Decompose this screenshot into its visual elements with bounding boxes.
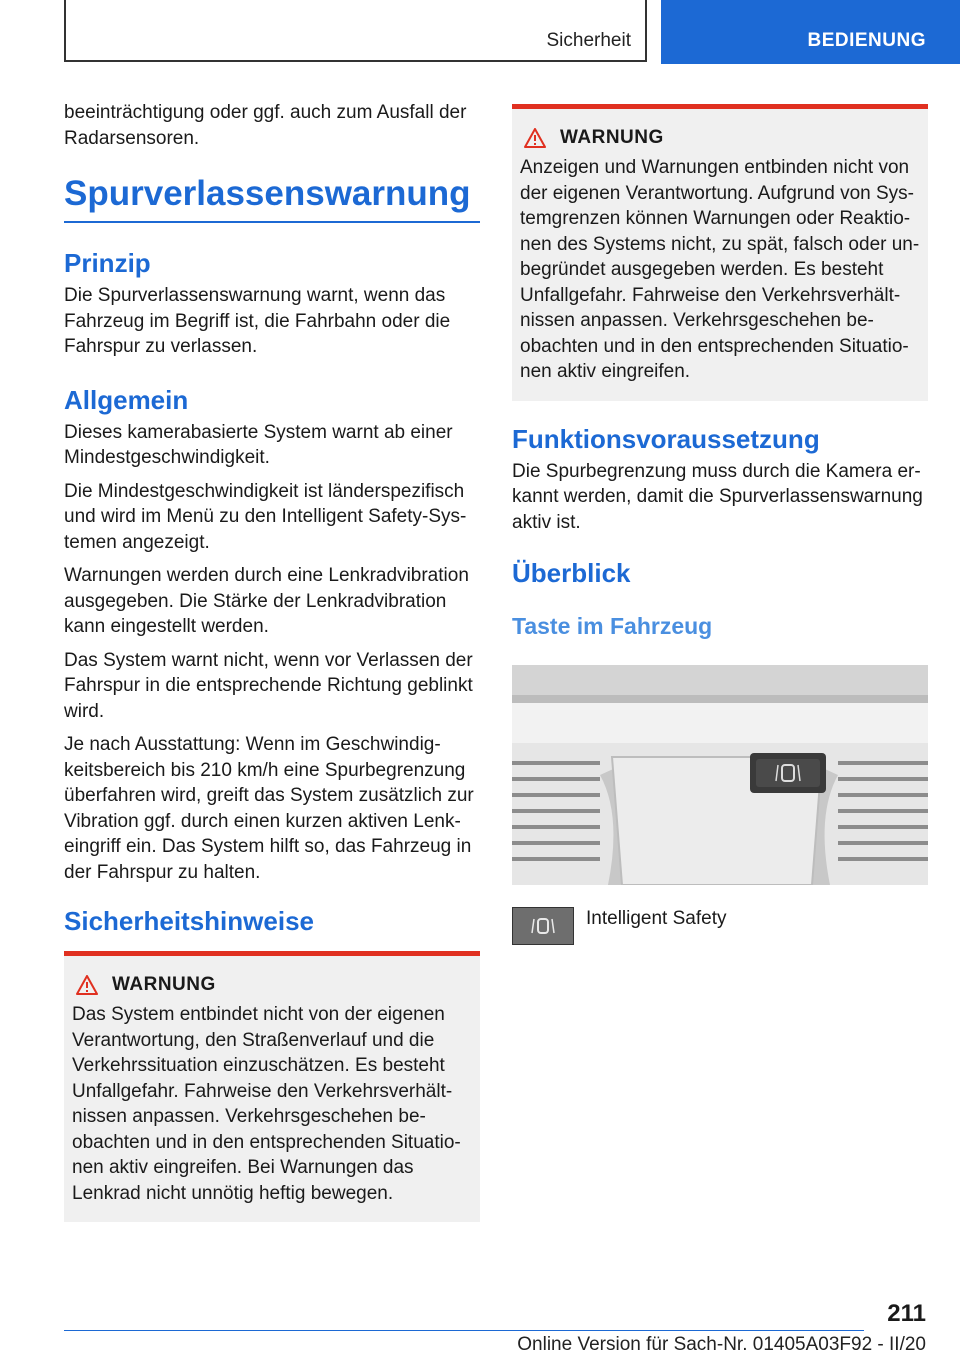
left-column bbox=[64, 100, 480, 1222]
header-section-title: Sicherheit bbox=[546, 30, 631, 51]
right-column bbox=[512, 100, 928, 945]
paragraph-allgemein-4: Das System warnt nicht, wenn vor Verlassen der Fahrspur in die entsprechende Richtung geblinkt wird. bbox=[64, 649, 473, 722]
paragraph-prinzip: Die Spurverlassenswarnung warnt, wenn das Fahrzeug im Begriff ist, die Fahrbahn oder die Fahrspur zu verlassen. bbox=[64, 285, 451, 357]
intelligent-safety-icon bbox=[512, 907, 574, 945]
warning-title: WARNUNG bbox=[112, 974, 216, 995]
warning-text: Das System entbindet nicht von der eigenen Verantwortung, den Straßenverlauf und die Verkehrssituation einzuschätzen. Es besteht Unfallgefahr. Fahrweise den Verkehrsverhältnissen anpassen. Verkehrsgeschehen beobachten und in den entsprechenden Situationen aktiv eingreifen. Bei Warnungen das Lenkrad nicht unnötig heftig bewegen. bbox=[72, 1004, 461, 1204]
heading-funktionsvoraussetzung: Funktionsvoraussetzung bbox=[512, 423, 820, 454]
heading-ueberblick: Überblick bbox=[512, 558, 631, 588]
warning-triangle-icon bbox=[524, 128, 546, 148]
page-title: Spurverlassenswarnung bbox=[64, 171, 480, 223]
warning-box-left bbox=[64, 951, 480, 1222]
header-section-box bbox=[64, 0, 647, 62]
caption-row bbox=[512, 907, 928, 945]
warning-box-right bbox=[512, 104, 928, 401]
paragraph-allgemein-3: Warnungen werden durch eine Lenkradvibration ausgegeben. Die Stärke der Lenkradvibration kann eingestellt werden. bbox=[64, 565, 469, 637]
paragraph-allgemein-1: Dieses kamerabasierte System warnt ab einer Mindestgeschwindigkeit. bbox=[64, 421, 453, 468]
footer-divider bbox=[64, 1330, 864, 1331]
heading-prinzip: Prinzip bbox=[64, 248, 151, 278]
caption-text: Intelligent Safety bbox=[586, 908, 727, 929]
paragraph-allgemein-5: Je nach Ausstattung: Wenn im Geschwindigkeitsbereich bis 210 km/h eine Spurbegrenzung überfahren wird, greift das System zusätzlich zur Vibration ggf. durch einen kurzen aktiven Lenkeingriff ein. Das System hilft so, das Fahrzeug in der Fahrspur zu halten. bbox=[64, 734, 474, 883]
header-tab-bedienung[interactable] bbox=[661, 0, 960, 64]
warning-title: WARNUNG bbox=[560, 127, 664, 148]
heading-allgemein: Allgemein bbox=[64, 384, 189, 415]
warning-text: Anzeigen und Warnungen entbinden nicht von der eigenen Verantwortung. Aufgrund von Systemgrenzen können Warnungen oder Reaktionen des Systems nicht, zu spät, falsch oder unbegründet ausgegeben werden. Es besteht Unfallgefahr. Fahrweise den Verkehrsverhältnissen anpassen. Verkehrsgeschehen beobachten und in den entsprechenden Situationen aktiv eingreifen. bbox=[520, 157, 920, 382]
paragraph-allgemein-2: Die Mindestgeschwindigkeit ist länderspezifisch und wird im Menü zu den Intelligent Safety-Systemen angezeigt. bbox=[64, 480, 467, 553]
paragraph-funktion: Die Spurbegrenzung muss durch die Kamera erkannt werden, damit die Spurverlassenswarnung aktiv ist. bbox=[512, 460, 923, 533]
warning-triangle-icon bbox=[76, 975, 98, 995]
vehicle-button-photo bbox=[512, 665, 928, 885]
intro-paragraph: beeinträchtigung oder ggf. auch zum Ausfall der Radarsensoren. bbox=[64, 102, 467, 149]
heading-sicherheitshinweise: Sicherheitshinweise bbox=[64, 906, 314, 936]
page-number: 211 bbox=[887, 1300, 926, 1327]
header-tab-label: BEDIENUNG bbox=[807, 30, 926, 51]
footer-text: Online Version für Sach-Nr. 01405A03F92 - II/20 bbox=[517, 1334, 926, 1355]
heading-taste: Taste im Fahrzeug bbox=[512, 613, 713, 639]
